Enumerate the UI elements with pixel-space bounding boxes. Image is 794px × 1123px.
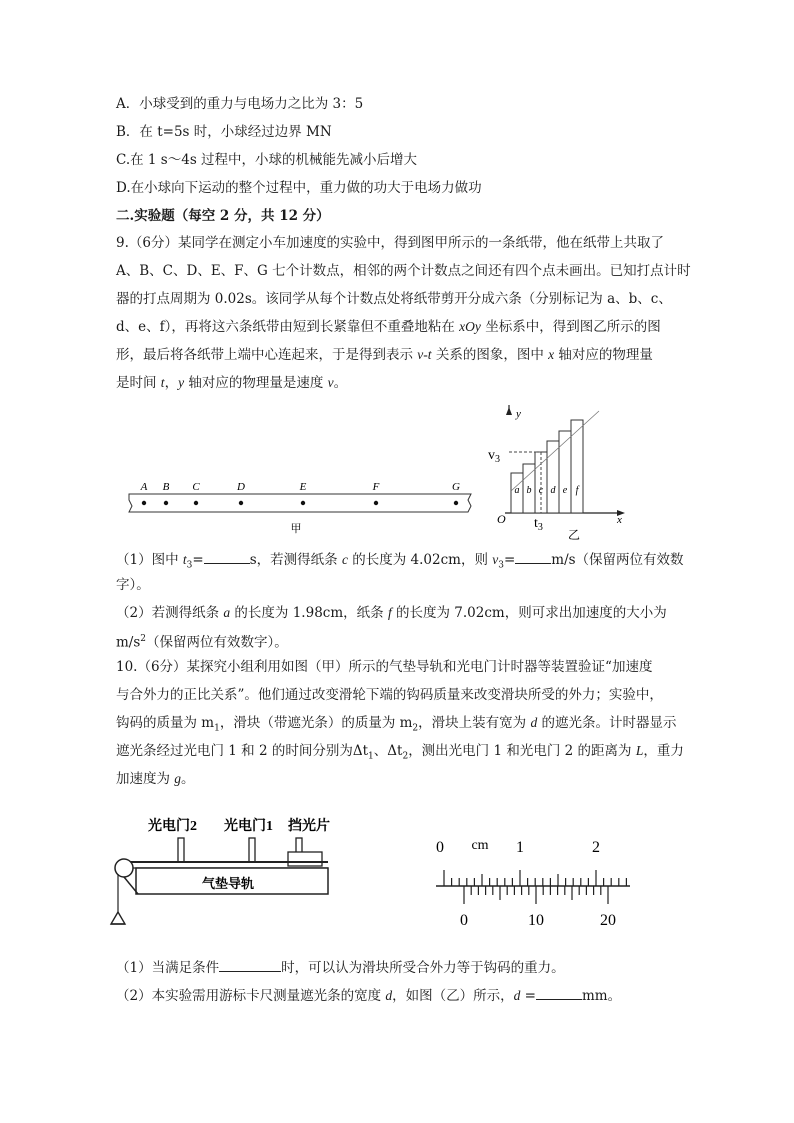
option-d: D.在小球向下运动的整个过程中，重力做的功大于电场力做功 <box>116 180 482 196</box>
q9-line-1: 9.（6分）某同学在测定小车加速度的实验中，得到图甲所示的一条纸带，他在纸带上共取了 <box>116 235 664 251</box>
option-c: C.在 1 s～4s 过程中，小球的机械能先减小后增大 <box>116 152 418 168</box>
q9-sub2-line-2: $m/s^2$（保留两位有效数字）。 <box>116 634 288 651</box>
tape-point <box>142 501 146 505</box>
main-scale-label: 2 <box>592 839 600 856</box>
rail-label: 气垫导轨 <box>202 876 255 891</box>
tape-caption: 甲 <box>290 523 302 535</box>
tape-point <box>374 501 378 505</box>
vt-graph-figure <box>485 405 635 545</box>
tape-point <box>194 501 198 505</box>
d-answer-blank[interactable] <box>536 986 582 1000</box>
q10-sub1-line: （1）当满足条件 时，可以认为滑块所受合外力等于钩码的重力。 <box>116 960 565 976</box>
hanging-weight <box>111 912 125 924</box>
photogate-2 <box>178 838 184 862</box>
q10-line-3: 钩码的质量为 $m_1$，滑块（带遮光条）的质量为 $m_2$，滑块上装有宽为 d 的遮光条。计时器显示 <box>116 715 677 734</box>
graph-caption: 乙 <box>568 528 581 542</box>
y-axis-arrow <box>506 407 512 415</box>
t3-label: $t_3$ <box>534 516 543 533</box>
q10-line-1: 10.（6分）某探究小组利用如图（甲）所示的气垫导轨和光电门计时器等装置验证“加速度 <box>116 659 653 675</box>
air-track-figure <box>108 812 348 934</box>
tape-point-label: B <box>162 481 170 493</box>
tape-point-label: F <box>372 481 380 493</box>
gate1-label: 光电门1 <box>224 819 273 834</box>
x-axis-label: x <box>617 514 622 526</box>
y-axis-label: y <box>516 408 521 420</box>
v3-answer-blank[interactable] <box>515 550 551 564</box>
strip-label: d <box>550 485 556 496</box>
paper-tape-figure <box>126 478 476 536</box>
q10-line-5: 加速度为 g。 <box>116 771 195 787</box>
tape-point-label: D <box>237 481 245 493</box>
q9-line-4: d、e、f），再将这六条纸带由短到长紧靠但不重叠地粘在 xOy 坐标系中，得到图乙所示的图 <box>116 319 661 335</box>
option-a: A．小球受到的重力与电场力之比为 3：5 <box>116 96 364 112</box>
main-scale-label: 1 <box>516 839 524 856</box>
vernier-scale-label: 0 <box>460 912 468 929</box>
strip-label: c <box>538 485 544 496</box>
tape-point-label: C <box>192 481 200 493</box>
gate2-label: 光电门2 <box>148 819 197 834</box>
strip-label: f <box>575 485 579 496</box>
q9-sub1-line: （1）图中 $t_3= s$，若测得纸条 c 的长度为 4.02cm，则 $v_3= m/s$（保留两位有效数 <box>116 552 684 571</box>
q9-sub2-line: （2）若测得纸条 a 的长度为 1.98cm，纸条 f 的长度为 7.02cm，则可求出加速度的大小为 <box>116 605 667 621</box>
tape-point <box>454 501 458 505</box>
q10-line-2: 与合外力的正比关系”。他们通过改变滑轮下端的钩码质量来改变滑块所受的外力；实验中， <box>116 687 663 703</box>
q9-sub1-line-2: 字）。 <box>116 577 150 593</box>
paper-strip <box>571 420 583 513</box>
slider-block <box>288 852 322 866</box>
main-scale-label: 0 <box>436 839 444 856</box>
option-b: B．在 t=5s 时，小球经过边界 MN <box>116 124 332 140</box>
strip-label: b <box>526 485 532 496</box>
origin-label: O <box>497 512 506 526</box>
shade-label: 挡光片 <box>288 819 330 834</box>
paper-strip <box>547 441 559 513</box>
tape-point <box>164 501 168 505</box>
condition-answer-blank[interactable] <box>219 958 281 972</box>
tape-point-label: A <box>140 481 148 493</box>
q9-line-2: A、B、C、D、E、F、G 七个计数点，相邻的两个计数点之间还有四个点未画出。已知打点计时 <box>116 263 691 279</box>
tape-point <box>301 501 305 505</box>
q9-line-3: 器的打点周期为 0.02s。该同学从每个计数点处将纸带剪开分成六条（分别标记为 a、b、c、 <box>116 291 672 307</box>
v3-label: $v_3$ <box>488 448 500 465</box>
tape-point-label: G <box>452 481 460 493</box>
vernier-scale-label: 10 <box>528 912 544 929</box>
paper-strip <box>559 431 571 513</box>
photogate-1 <box>249 838 255 862</box>
paper-tape <box>129 494 471 512</box>
q9-line-5: 形，最后将各纸带上端中心连起来，于是得到表示 v-t 关系的图象，图中 x 轴对应的物理量 <box>116 347 653 363</box>
q10-sub2-line: （2）本实验需用游标卡尺测量遮光条的宽度 d，如图（乙）所示，d = mm。 <box>116 988 622 1004</box>
section-title: 二.实验题（每空 2 分，共 12 分） <box>116 208 330 224</box>
tape-point-label: E <box>299 481 307 493</box>
vernier-scale-label: 20 <box>600 912 616 929</box>
vernier-caliper-figure <box>430 832 640 932</box>
strip-label: e <box>562 485 568 496</box>
t3-answer-blank[interactable] <box>204 550 250 564</box>
caliper-unit-label: cm <box>471 838 489 853</box>
q10-line-4: 遮光条经过光电门 1 和 2 的时间分别为$\Delta t_1$、$\Delta t_2$，测出光电门 1 和光电门 2 的距离为 L，重力 <box>116 743 684 762</box>
tape-point <box>239 501 243 505</box>
q9-line-6: 是时间 t，y 轴对应的物理量是速度 v。 <box>116 375 348 391</box>
strip-label: a <box>514 485 520 496</box>
